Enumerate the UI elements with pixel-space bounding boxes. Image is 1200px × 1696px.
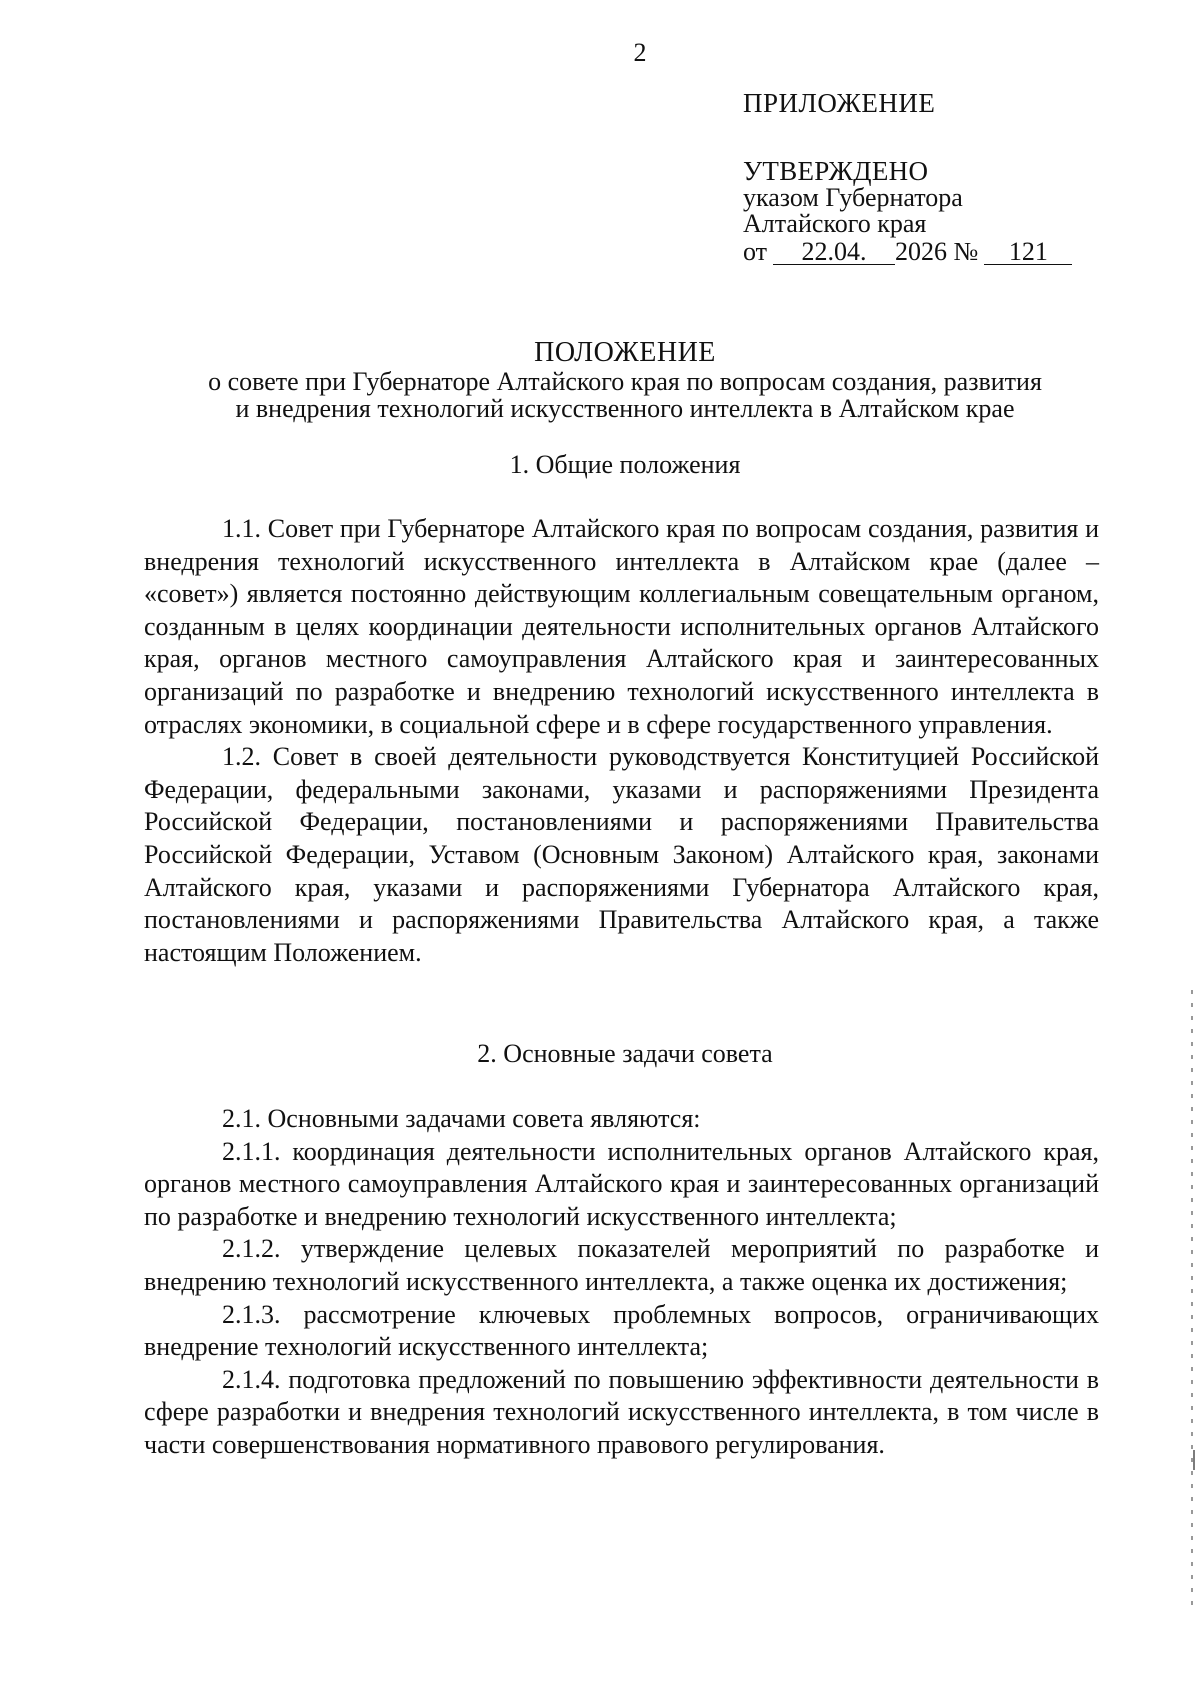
section-1-body xyxy=(144,513,1099,969)
page-number: 2 xyxy=(633,38,647,67)
section-2-body xyxy=(144,1103,1099,1462)
document-subtitle-line-1: о совете при Губернаторе Алтайского края по вопросам создания, развития xyxy=(208,367,1042,396)
approved-by-line: указом Губернатора xyxy=(743,183,963,212)
document-title: ПОЛОЖЕНИЕ xyxy=(534,337,716,368)
section-1-heading: 1. Общие положения xyxy=(509,450,741,479)
decree-year: 2026 № xyxy=(895,237,979,266)
approved-by-region: Алтайского края xyxy=(743,209,927,238)
paragraph-2-1-4: 2.1.4. подготовка предложений по повышению эффективности деятельности в сфере разработки и внедрения технологий искусственного интеллекта, в том числе в части совершенствования нормативного правового регулирования. xyxy=(144,1364,1099,1459)
paragraph-2-1: 2.1. Основными задачами совета являются: xyxy=(222,1104,701,1133)
appendix-heading: ПРИЛОЖЕНИЕ xyxy=(743,88,936,118)
decree-date-line xyxy=(743,237,1072,267)
document-title-block xyxy=(140,338,1110,422)
paragraph-2-1-2: 2.1.2. утверждение целевых показателей мероприятий по разработке и внедрению технологий искусственного интеллекта, а также оценка их достижения; xyxy=(144,1234,1099,1296)
section-2-heading: 2. Основные задачи совета xyxy=(477,1039,773,1068)
approval-stamp-block xyxy=(743,90,1072,267)
paragraph-1-1: 1.1. Совет при Губернаторе Алтайского края по вопросам создания, развития и внедрения технологий искусственного интеллекта в Алтайском крае (далее – «совет») является постоянно действующим коллегиальным совещательным органом, созданным в целях координации деятельности исполнительных органов Алтайского края, органов местного самоуправления Алтайского края и заинтересованных организаций по разработке и внедрению технологий искусственного интеллекта в отраслях экономики, в социальной сфере и в сфере государственного управления. xyxy=(144,514,1099,739)
date-prefix: от xyxy=(743,237,768,266)
paragraph-2-1-3: 2.1.3. рассмотрение ключевых проблемных вопросов, ограничивающих внедрение технологий искусственного интеллекта; xyxy=(144,1299,1099,1362)
approved-label: УТВЕРЖДЕНО xyxy=(743,156,929,186)
decree-number: 121 xyxy=(984,240,1072,265)
scan-margin-artifact xyxy=(1182,990,1200,1610)
paragraph-1-2: 1.2. Совет в своей деятельности руководствуется Конституцией Российской Федерации, федеральными законами, указами и распоряжениями Президента Российской Федерации, постановлениями и распоряжениями Правительства Российской Федерации, Уставом (Основным Законом) Алтайского края, законами Алтайского края, указами и распоряжениями Губернатора Алтайского края, постановлениями и распоряжениями Правительства Алтайского края, а также настоящим Положением. xyxy=(144,742,1099,967)
paragraph-2-1-1: 2.1.1. координация деятельности исполнительных органов Алтайского края, органов местного самоуправления Алтайского края и заинтересованных организаций по разработке и внедрению технологий искусственного интеллекта; xyxy=(144,1136,1099,1231)
decree-date: 22.04. xyxy=(773,240,895,265)
document-subtitle-line-2: и внедрения технологий искусственного интеллекта в Алтайском крае xyxy=(235,394,1015,423)
